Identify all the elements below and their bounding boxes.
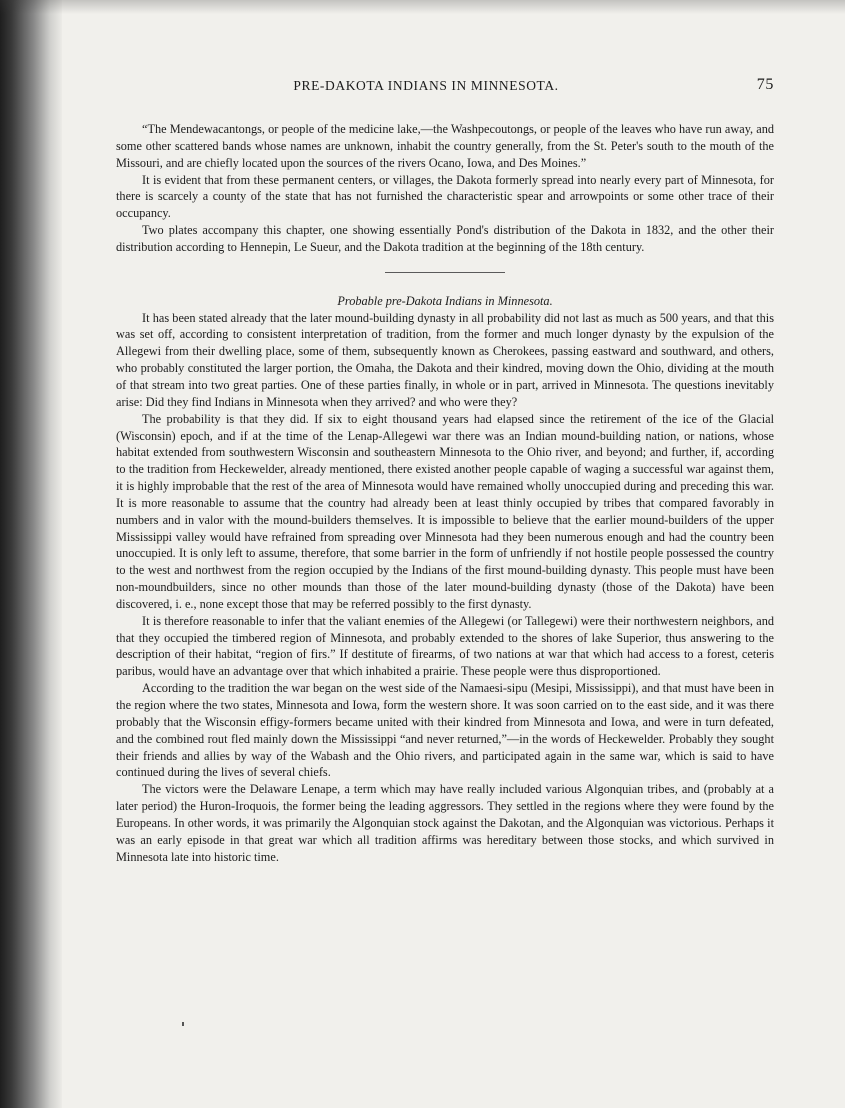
section-heading: Probable pre-Dakota Indians in Minnesota. — [337, 293, 553, 308]
section-paragraph-4: According to the tradition the war began on the west side of the Namaesi-sipu (Mesipi, Mississippi), and that must have been in the region where the two states, Minnesota and Iowa, form the western shore. It was soon carried on to the east side, and it was there probably that the Wisconsin effigy-formers became united with their kindred from Minnesota and Iowa, and were in turn defeated, and the combined rout fled mainly down the Mississippi “and never returned,”—in the words of Heckewelder. Probably they sought their friends and allies by way of the Wabash and the Ohio rivers, and participated again in the same war, which is said to have continued during the lives of several chiefs. — [116, 681, 774, 780]
stray-ink-mark — [182, 1022, 184, 1026]
intro-paragraph-2: It is evident that from these permanent centers, or villages, the Dakota formerly spread into nearly every part of Minnesota, for there is scarcely a county of the state that has not furnished the characteristic spear and arrowpoints or some other trace of their occupancy. — [116, 172, 774, 221]
section-paragraph-5: The victors were the Delaware Lenape, a term which may have really included various Algonquian tribes, and (probably at a later period) the Huron-Iroquois, the former being the leading aggressors. They settled in the regions where they were found by the Europeans. In other words, it was primarily the Algonquian stock against the Dakotan, and the Algonquian was victorious. Perhaps it was an early episode in that great war which all tradition affirms was hereditary between those stocks, and which survived in Minnesota late into historic time. — [116, 782, 774, 864]
section-paragraph-2: The probability is that they did. If six to eight thousand years had elapsed since the retirement of the ice of the Glacial (Wisconsin) epoch, and if at the time of the Lenap-Allegewi war there was an Indian mound-building nation, or nations, whose habitat extended from southwestern Wisconsin and southeastern Minnesota to the Ohio river, and beyond; and further, if, according to the tradition from Heckewelder, already mentioned, there existed another people capable of waging a successful war against them, it is highly improbable that the rest of the area of Minnesota would have remained wholly unoccupied during and preceding this war. It is more reasonable to assume that the country had already been at least thinly occupied by tribes that compared favorably in numbers and in valor with the mound-builders themselves. It is impossible to believe that the earlier mound-builders of the upper Mississippi valley would have refrained from spreading over Minnesota had they been numerous enough and had the country been unoccupied. It is only left to assume, therefore, that some barrier in the form of unfriendly if not hostile people possessed the country to the west and northwest from the region occupied by the Indians of the first mound-building dynasty. This people must have been non-moundbuilders, since no other mounds than those of the later mound-building dynasty (those of the Dakota) have been discovered, i. e., none except those that may be referred possibly to the first dynasty. — [116, 411, 774, 611]
section-divider — [385, 272, 505, 273]
top-edge-shadow — [0, 0, 845, 14]
intro-paragraph-3: Two plates accompany this chapter, one showing essentially Pond's distribution of the Dakota in 1832, and the other their distribution according to Hennepin, Le Sueur, and the Dakota tradition at the beginning of the 18th century. — [116, 223, 774, 254]
section-paragraph-1: It has been stated already that the later mound-building dynasty in all probability did not last as much as 500 years, and that this was set off, according to consistent interpretation of tradition, from the former and much longer dynasty by the expulsion of the Allegewi from their dwelling place, some of them, subsequently known as Cherokees, passing eastward and southward, and others, who probably constituted the larger portion, the Omaha, the Dakota and their kindred, moving down the Ohio, dividing at the mouth of that stream into two great parties. One of these parties finally, in whole or in part, arrived in Minnesota. The questions inevitably arise: Did they find Indians in Minnesota when they arrived? and who were they? — [116, 310, 774, 409]
intro-paragraph-1: “The Mendewacantongs, or people of the medicine lake,—the Washpecoutongs, or people of the leaves who have run away, and some other scattered bands whose names are unknown, inhabit the country generally, from the St. Peter's south to the mouth of the Missouri, and are chiefly located upon the sources of the rivers Ocano, Iowa, and Des Moines.” — [116, 122, 774, 170]
page-number: 75 — [756, 76, 774, 93]
section-paragraph-3: It is therefore reasonable to infer that the valiant enemies of the Allegewi (or Tallegewi) were their northwestern neighbors, and that they occupied the timbered region of Minnesota, and probably extended to the shores of lake Superior, thus answering to the description of their habitat, “region of firs.” If destitute of firearms, of two nations at war that which had access to a forest, ceteris paribus, would have an advantage over that which inhabited a prairie. These people were thus disproportioned. — [116, 613, 774, 679]
running-head — [116, 78, 774, 98]
page-body — [116, 121, 774, 865]
running-title: PRE-DAKOTA INDIANS IN MINNESOTA. — [293, 78, 559, 93]
book-gutter-shadow — [0, 0, 62, 1108]
